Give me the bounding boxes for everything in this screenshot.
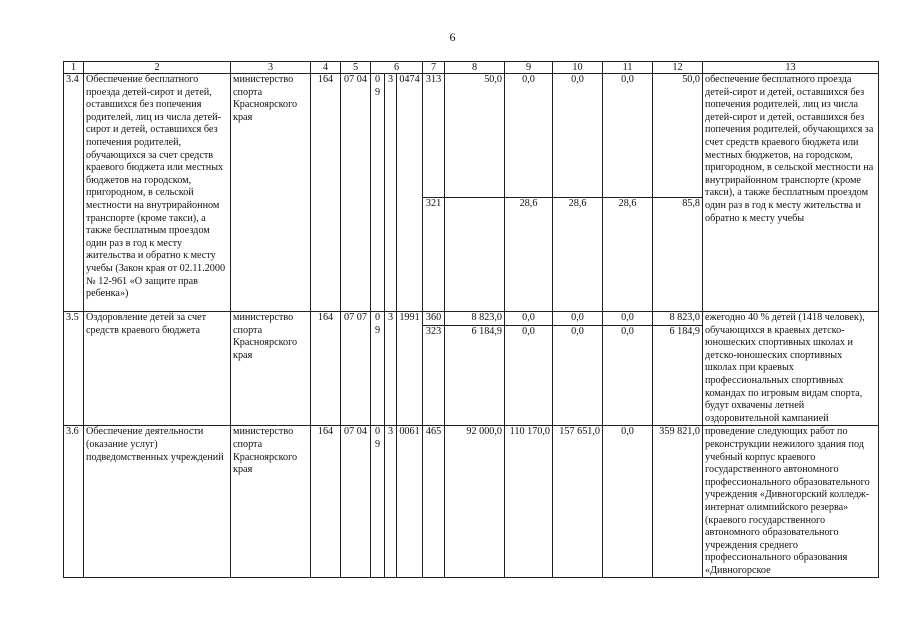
value-col-8: 8 823,0	[445, 312, 505, 326]
header-row	[64, 62, 879, 74]
value-col-10: 157 651,0	[553, 426, 603, 578]
header-col-8: 8	[445, 62, 505, 74]
value-col-12: 8 823,0	[653, 312, 703, 326]
value-col-9: 0,0	[505, 74, 553, 198]
code-vr: 360	[423, 312, 445, 326]
page-number: 6	[449, 30, 456, 44]
header-col-1: 1	[64, 62, 84, 74]
measure-name: Оздоровление детей за счет средств краевого бюджета	[84, 312, 231, 426]
code-grbs: 164	[311, 426, 341, 578]
header-col-12: 12	[653, 62, 703, 74]
code-vr: 465	[423, 426, 445, 578]
code-csr-c: 1991	[397, 312, 423, 426]
value-col-8	[445, 198, 505, 312]
code-csr-c: 0061	[397, 426, 423, 578]
code-csr-a: 09	[371, 426, 385, 578]
code-grbs: 164	[311, 74, 341, 312]
value-col-8: 6 184,9	[445, 325, 505, 426]
expected-result: проведение следующих работ по реконструкции нежилого здания под учебный корпус краевого государственного автономного профессионального образовательного учреждения «Дивногорский колледж-интернат олимпийского резерва» (краевого государственного автономного образовательного учреждения среднего профессионального образования «Дивногорское	[703, 426, 879, 578]
value-col-8: 92 000,0	[445, 426, 505, 578]
value-col-10: 0,0	[553, 74, 603, 198]
value-col-10: 0,0	[553, 312, 603, 326]
value-col-9: 110 170,0	[505, 426, 553, 578]
code-vr: 313	[423, 74, 445, 198]
measure-name: Обеспечение бесплатного проезда детей-сирот и детей, оставшихся без попечения родителей, лиц из числа детей-сирот и детей, оставшихся без попечения родителей, обучающихся за счет средств краевого бюджета или местных бюджетов на городском, пригородном, в сельской местности на внутрирайонном транспорте (кроме такси), а также бесплатным проездом один раз в год к месту жительства и обратно к месту учебы (Закон края от 02.11.2000 № 12-961 «О защите прав ребенка»)	[84, 74, 231, 312]
measure-name: Обеспечение деятельности (оказание услуг) подведомственных учреждений	[84, 426, 231, 578]
value-col-9: 0,0	[505, 312, 553, 326]
ministry-name: министерство спорта Красноярского края	[231, 312, 311, 426]
header-col-10: 10	[553, 62, 603, 74]
value-col-10: 0,0	[553, 325, 603, 426]
row-number: 3.5	[64, 312, 84, 426]
row-number: 3.4	[64, 74, 84, 312]
header-col-11: 11	[603, 62, 653, 74]
code-vr: 323	[423, 325, 445, 426]
header-col-2: 2	[84, 62, 231, 74]
value-col-11: 0,0	[603, 312, 653, 326]
value-col-12: 85,8	[653, 198, 703, 312]
table-row-3-6	[64, 426, 879, 578]
value-col-9: 0,0	[505, 325, 553, 426]
ministry-name: министерство спорта Красноярского края	[231, 74, 311, 312]
code-csr-a: 09	[371, 312, 385, 426]
table-row-3-5	[64, 312, 879, 326]
code-csr-b: 3	[385, 312, 397, 426]
header-col-5: 5	[341, 62, 371, 74]
value-col-9: 28,6	[505, 198, 553, 312]
ministry-name: министерство спорта Красноярского края	[231, 426, 311, 578]
code-csr-b: 3	[385, 74, 397, 312]
header-col-9: 9	[505, 62, 553, 74]
header-col-7: 7	[423, 62, 445, 74]
header-col-6: 6	[371, 62, 423, 74]
code-vr: 321	[423, 198, 445, 312]
program-table	[63, 61, 879, 578]
code-csr-c: 0474	[397, 74, 423, 312]
value-col-8: 50,0	[445, 74, 505, 198]
value-col-11: 0,0	[603, 74, 653, 198]
code-grbs: 164	[311, 312, 341, 426]
header-col-3: 3	[231, 62, 311, 74]
value-col-11: 0,0	[603, 325, 653, 426]
table-row-3-4	[64, 74, 879, 198]
code-rzpr: 07 04	[341, 74, 371, 312]
value-col-10: 28,6	[553, 198, 603, 312]
expected-result: ежегодно 40 % детей (1418 человек), обучающихся в краевых детско-юношеских спортивных школах и детско-юношеских спортивных школах при краевых профессиональных спортивных командах по игровым видам спорта, будут охвачены летней оздоровительной кампанией	[703, 312, 879, 426]
value-col-12: 359 821,0	[653, 426, 703, 578]
value-col-12: 6 184,9	[653, 325, 703, 426]
row-number: 3.6	[64, 426, 84, 578]
value-col-12: 50,0	[653, 74, 703, 198]
code-rzpr: 07 07	[341, 312, 371, 426]
header-col-4: 4	[311, 62, 341, 74]
value-col-11: 28,6	[603, 198, 653, 312]
code-csr-a: 09	[371, 74, 385, 312]
value-col-11: 0,0	[603, 426, 653, 578]
expected-result: обеспечение бесплатного проезда детей-сирот и детей, оставшихся без попечения родителей, лиц из числа детей-сирот и детей, оставшихся без попечения родителей, обучающихся за счет средств краевого бюджета или местных бюджетов, на городском, пригородном, в сельской местности на внутрирайонном транспорте (кроме такси), а также бесплатным проездом один раз в год к месту жительства и обратно к месту учебы	[703, 74, 879, 312]
code-csr-b: 3	[385, 426, 397, 578]
header-col-13: 13	[703, 62, 879, 74]
code-rzpr: 07 04	[341, 426, 371, 578]
